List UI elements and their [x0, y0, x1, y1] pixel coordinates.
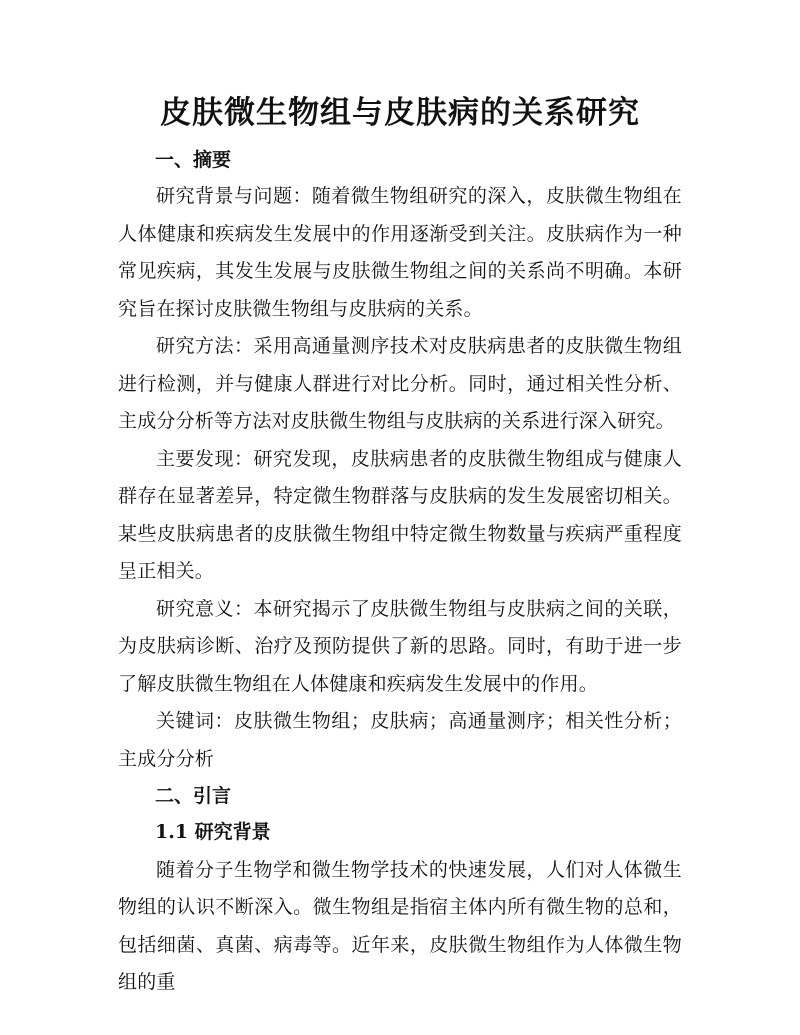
abstract-background-paragraph: 研究背景与问题：随着微生物组研究的深入，皮肤微生物组在人体健康和疾病发生发展中的作用逐渐受到关注。皮肤病作为一种常见疾病，其发生发展与皮肤微生物组之间的关系尚不明确。本研究旨在探讨皮肤微生物组与皮肤病的关系。 [118, 185, 682, 320]
introduction-heading: 二、引言 [155, 785, 232, 807]
abstract-heading: 一、摘要 [155, 149, 232, 171]
abstract-methods-paragraph: 研究方法：采用高通量测序技术对皮肤病患者的皮肤微生物组进行检测，并与健康人群进行对比分析。同时，通过相关性分析、主成分分析等方法对皮肤微生物组与皮肤病的关系进行深入研究。 [118, 335, 682, 432]
abstract-significance-paragraph: 研究意义：本研究揭示了皮肤微生物组与皮肤病之间的关联，为皮肤病诊断、治疗及预防提供了新的思路。同时，有助于进一步了解皮肤微生物组在人体健康和疾病发生发展中的作用。 [118, 597, 682, 695]
introduction-paragraph: 随着分子生物学和微生物学技术的快速发展，人们对人体微生物组的认识不断深入。微生物组是指宿主体内所有微生物的总和，包括细菌、真菌、病毒等。近年来，皮肤微生物组作为人体微生物组的重 [118, 858, 682, 993]
abstract-findings-paragraph: 主要发现：研究发现，皮肤病患者的皮肤微生物组成与健康人群存在显著差异，特定微生物群落与皮肤病的发生发展密切相关。某些皮肤病患者的皮肤微生物组中特定微生物数量与疾病严重程度呈正相关。 [118, 447, 682, 582]
research-background-subheading: 1.1 研究背景 [155, 821, 271, 843]
document-title: 皮肤微生物组与皮肤病的关系研究 [160, 95, 640, 131]
abstract-keywords-paragraph: 关键词：皮肤微生物组；皮肤病；高通量测序；相关性分析；主成分分析 [118, 710, 682, 770]
